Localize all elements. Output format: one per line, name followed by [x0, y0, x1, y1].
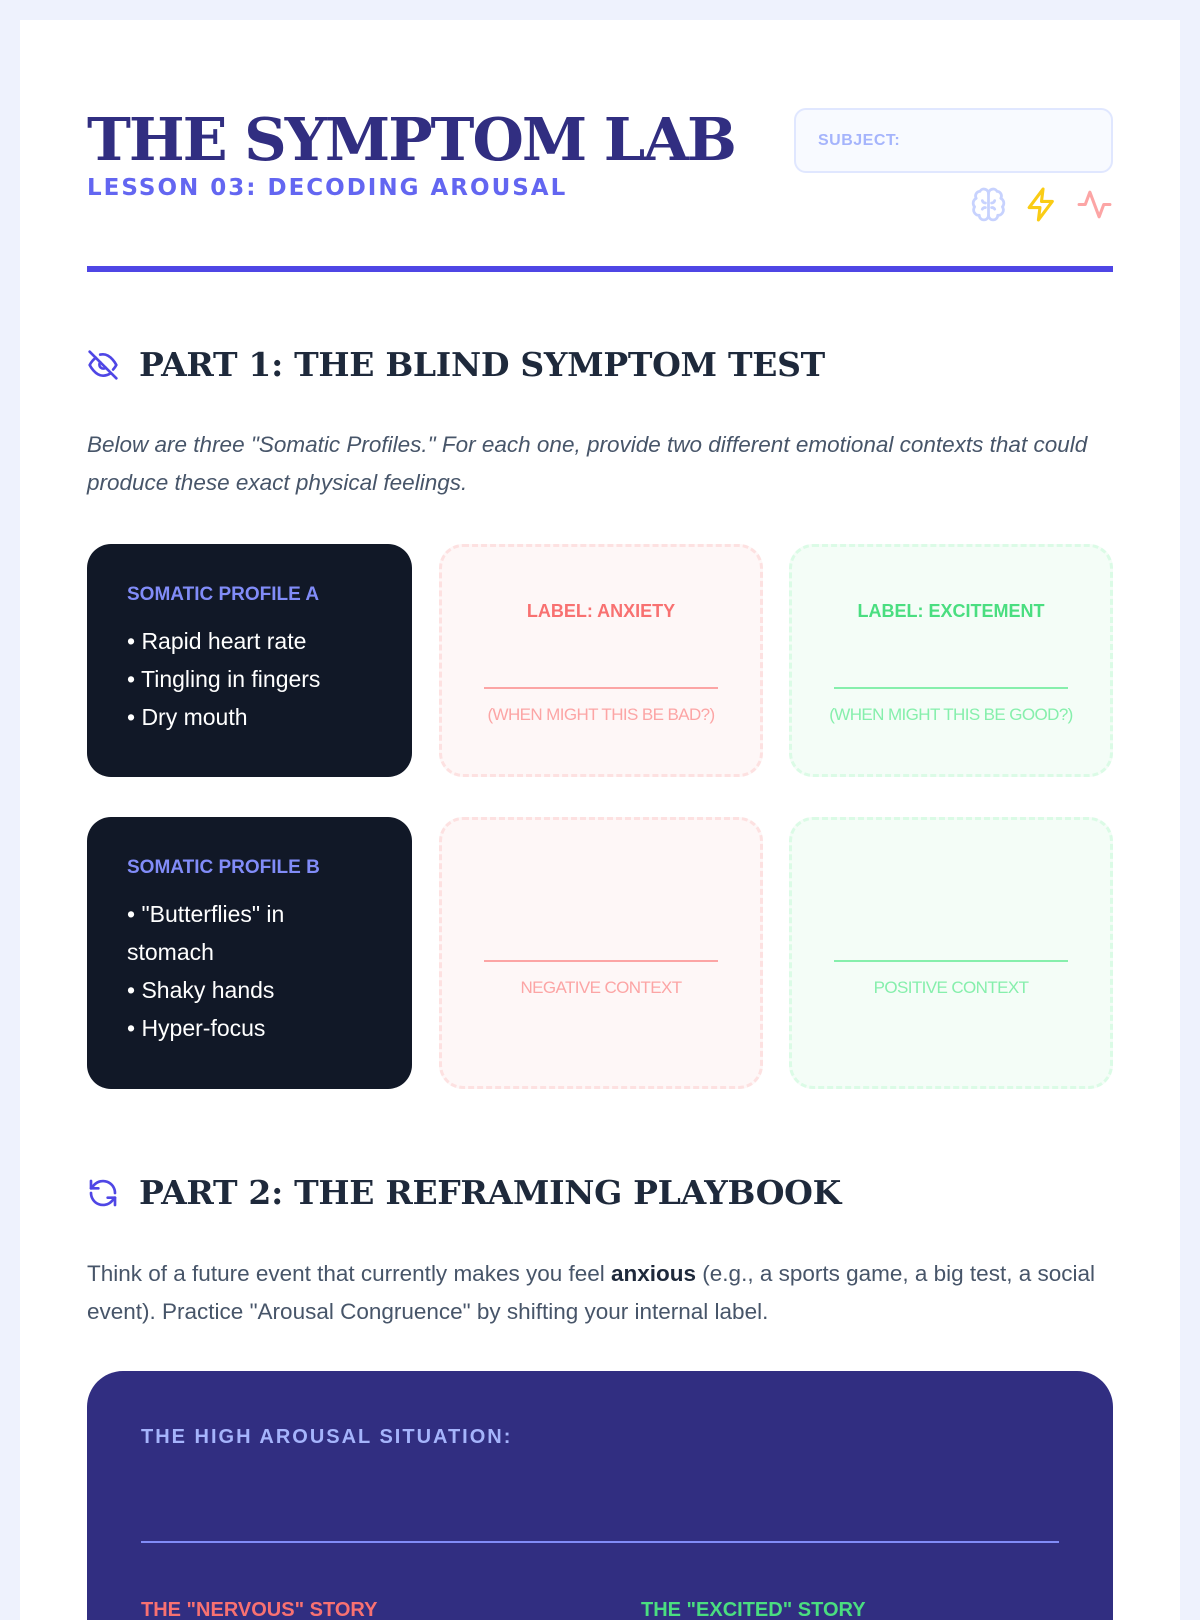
part1-instructions: Below are three "Somatic Profiles." For each one, provide two different emotional contexts that could produce these exact physical feelings. — [87, 432, 1088, 495]
context-label: LABEL: ANXIETY — [526, 601, 676, 621]
symptom-item: • Shaky hands — [127, 977, 275, 1003]
anxiety-context-box[interactable] — [439, 544, 763, 777]
eye-off-icon — [87, 349, 119, 381]
profile-title: SOMATIC PROFILE A — [127, 584, 320, 605]
brain-icon — [970, 186, 1007, 223]
lightning-icon — [1023, 186, 1060, 223]
symptom-list — [127, 622, 412, 736]
situation-answer-line[interactable] — [141, 1541, 1059, 1543]
page-title: THE SYMPTOM LAB — [87, 105, 735, 174]
somatic-profile-b — [87, 817, 412, 1089]
situation-label: THE HIGH AROUSAL SITUATION: — [141, 1426, 513, 1448]
subject-field[interactable] — [794, 108, 1113, 173]
part2-instructions — [87, 1255, 1113, 1331]
part2-title: PART 2: THE REFRAMING PLAYBOOK — [139, 1173, 841, 1212]
part2-heading — [87, 1173, 841, 1212]
answer-line[interactable] — [834, 960, 1068, 962]
context-caption: NEGATIVE CONTEXT — [520, 978, 682, 997]
nervous-story-label: THE "NERVOUS" STORY — [141, 1599, 378, 1620]
pulse-icon — [1076, 186, 1113, 223]
excitement-context-box[interactable] — [789, 544, 1113, 777]
symptom-item: • Dry mouth — [127, 704, 248, 730]
part1-heading — [87, 345, 825, 384]
header — [87, 90, 1113, 270]
answer-line[interactable] — [484, 687, 718, 689]
excited-story-label: THE "EXCITED" STORY — [641, 1599, 866, 1620]
context-caption: (WHEN MIGHT THIS BE GOOD?) — [829, 705, 1073, 724]
symptom-item: • Rapid heart rate — [127, 628, 307, 654]
positive-context-box[interactable] — [789, 817, 1113, 1089]
somatic-profile-a — [87, 544, 412, 777]
symptom-item: • "Butterflies" in stomach — [127, 901, 285, 965]
answer-line[interactable] — [484, 960, 718, 962]
worksheet-page — [20, 20, 1180, 1620]
part1-title: PART 1: THE BLIND SYMPTOM TEST — [139, 345, 825, 384]
symptom-item: • Hyper-focus — [127, 1015, 266, 1041]
negative-context-box[interactable] — [439, 817, 763, 1089]
context-caption: POSITIVE CONTEXT — [873, 978, 1029, 997]
reframing-card — [87, 1371, 1113, 1620]
lesson-subtitle: LESSON 03: DECODING AROUSAL — [87, 175, 568, 201]
subject-input[interactable] — [906, 122, 1096, 160]
symptom-item: • Tingling in fingers — [127, 666, 321, 692]
subject-label: SUBJECT: — [818, 132, 901, 149]
profile-title: SOMATIC PROFILE B — [127, 857, 320, 878]
symptom-list — [127, 895, 412, 1047]
intro-text: Think of a future event that currently makes you feel — [87, 1261, 612, 1286]
refresh-icon — [87, 1177, 119, 1209]
header-divider — [87, 266, 1113, 272]
intro-emphasis: anxious — [611, 1261, 697, 1286]
answer-line[interactable] — [834, 687, 1068, 689]
context-label: LABEL: EXCITEMENT — [857, 601, 1045, 621]
intro-text: (e.g., a sports game, a big test, a social event). Practice "Arousal Congruence" by shifting your internal label. — [87, 1261, 1095, 1324]
context-caption: (WHEN MIGHT THIS BE BAD?) — [487, 705, 715, 724]
header-icons — [970, 186, 1113, 223]
